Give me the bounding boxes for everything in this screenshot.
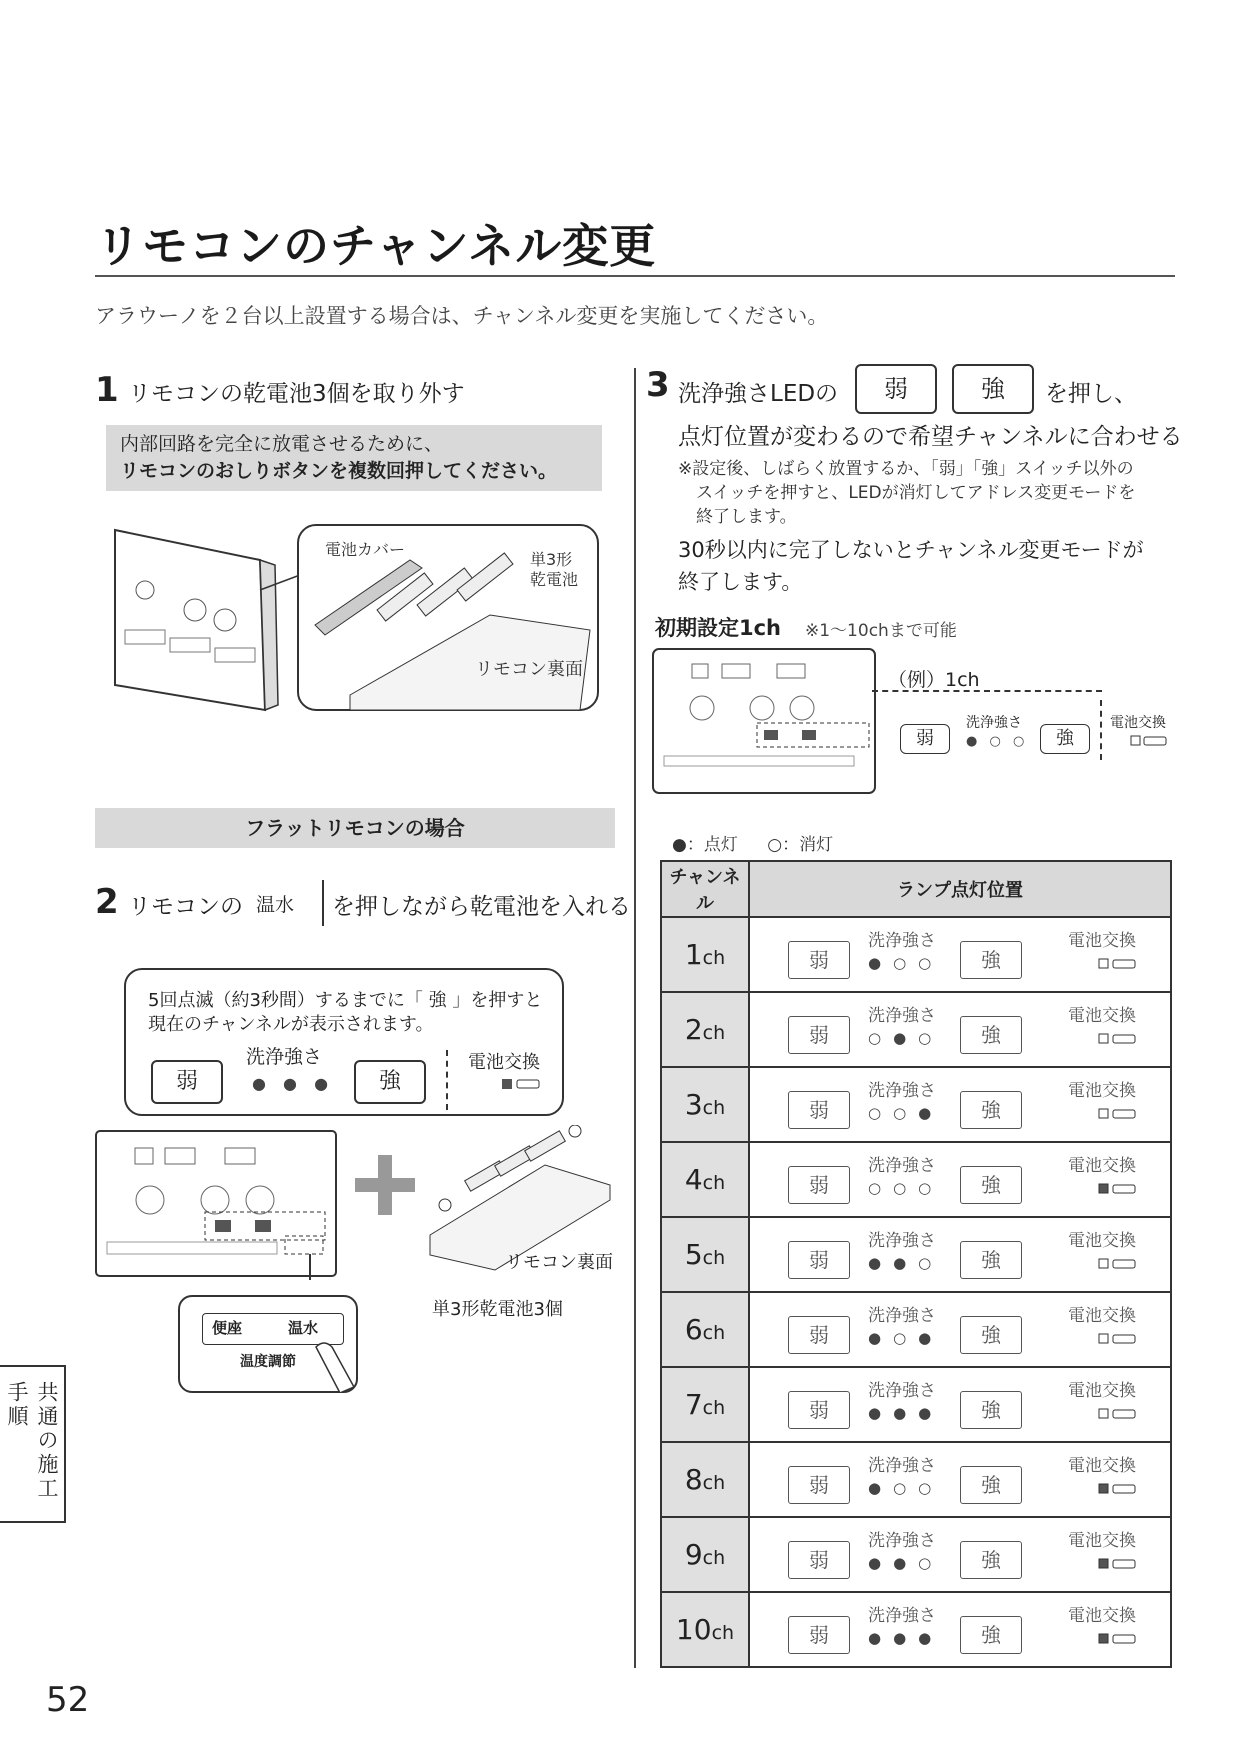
strong-button-label: 強 xyxy=(960,1091,1022,1129)
strong-button-label: 強 xyxy=(960,1616,1022,1654)
channel-unit: ch xyxy=(702,1022,726,1044)
weak-button-label: 弱 xyxy=(788,1541,850,1579)
weak-button-label: 弱 xyxy=(788,941,850,979)
lamp-cell xyxy=(749,1442,1171,1517)
strong-button-label: 強 xyxy=(960,1241,1022,1279)
lamp-display xyxy=(750,1443,1170,1516)
column-divider xyxy=(634,368,636,1668)
battery-indicator-icon xyxy=(1098,1558,1140,1570)
wash-strength-label: 洗浄強さ xyxy=(868,1081,936,1101)
callout-weak-key: 弱 xyxy=(151,1060,223,1104)
callout-battery-label: 電池交換 xyxy=(468,1052,540,1073)
channel-cell xyxy=(661,1367,749,1442)
step3-weak-key: 弱 xyxy=(855,364,937,414)
step1-number: 1 xyxy=(95,370,119,410)
legend-on: ●：点灯 xyxy=(672,835,738,855)
legend xyxy=(672,830,833,855)
battery-label: 電池交換 xyxy=(1068,1231,1136,1251)
initial-setting-note: ※1〜10chまで可能 xyxy=(805,621,957,641)
battery-indicator-icon xyxy=(1098,1633,1140,1645)
lamp-display xyxy=(750,1218,1170,1291)
battery-indicator-icon xyxy=(1098,1258,1140,1270)
table-row xyxy=(661,1592,1171,1667)
example-battery-icon xyxy=(1130,735,1170,747)
battery-label: 電池交換 xyxy=(1068,1606,1136,1626)
battery-label: 電池交換 xyxy=(1068,1006,1136,1026)
step2-number: 2 xyxy=(95,882,119,922)
step2-text-before: リモコンの xyxy=(128,894,243,920)
wash-strength-label: 洗浄強さ xyxy=(868,1156,936,1176)
example-strong-key: 強 xyxy=(1040,724,1090,754)
channel-unit: ch xyxy=(702,1097,726,1119)
wash-strength-label: 洗浄強さ xyxy=(868,1231,936,1251)
side-tab-label: 共通の施工手順 xyxy=(5,1381,59,1501)
step2-battery-caption: 単3形乾電池3個 xyxy=(432,1299,563,1320)
table-row xyxy=(661,1517,1171,1592)
remote-back-label: リモコン裏面 xyxy=(475,659,583,680)
zoom-callout xyxy=(178,1295,358,1393)
title-divider xyxy=(95,275,1175,277)
wash-led-dots: ●●● xyxy=(868,1629,944,1647)
channel-number: 3 xyxy=(684,1088,703,1121)
table-row xyxy=(661,992,1171,1067)
battery-indicator-icon xyxy=(1098,1033,1140,1045)
battery-name-label: 乾電池 xyxy=(530,570,579,589)
step1-note-line1: 内部回路を完全に放電させるために、 xyxy=(120,433,444,455)
step1-note-line2: リモコンのおしりボタンを複数回押してください。 xyxy=(120,460,558,482)
wash-strength-label: 洗浄強さ xyxy=(868,1531,936,1551)
channel-unit: ch xyxy=(702,1397,726,1419)
weak-button-label: 弱 xyxy=(788,1091,850,1129)
step3-note-line2: スイッチを押すと、LEDが消灯してアドレス変更モードを xyxy=(696,483,1136,503)
section-side-tab xyxy=(0,1365,66,1523)
battery-cover-label: 電池カバー xyxy=(325,540,406,559)
wash-led-dots: ●○○ xyxy=(868,954,944,972)
step3-warning-line2: 終了します。 xyxy=(678,570,803,594)
callout-wash-label: 洗浄強さ xyxy=(246,1046,323,1068)
channel-cell xyxy=(661,992,749,1067)
step3-note-line3: 終了します。 xyxy=(696,507,797,527)
battery-label: 電池交換 xyxy=(1068,1156,1136,1176)
lamp-display xyxy=(750,993,1170,1066)
wash-led-dots: ●○● xyxy=(868,1329,944,1347)
channel-number: 1 xyxy=(684,938,703,971)
channel-number: 8 xyxy=(684,1463,703,1496)
zoom-seat-label: 便座 xyxy=(212,1319,243,1337)
lamp-display xyxy=(750,1293,1170,1366)
callout-dots: ● ● ● xyxy=(252,1074,335,1093)
channel-unit: ch xyxy=(702,1322,726,1344)
zoom-temp-label: 温度調節 xyxy=(240,1354,296,1370)
table-row xyxy=(661,1442,1171,1517)
wash-led-dots: ○●○ xyxy=(868,1029,944,1047)
lamp-display xyxy=(750,918,1170,991)
battery-label: 電池交換 xyxy=(1068,1081,1136,1101)
step3-warning xyxy=(678,534,1144,598)
weak-button-label: 弱 xyxy=(788,1391,850,1429)
table-row xyxy=(661,917,1171,992)
example-wash-label: 洗浄強さ xyxy=(966,715,1022,731)
lamp-cell xyxy=(749,917,1171,992)
strong-button-label: 強 xyxy=(960,941,1022,979)
remote-front-drawing xyxy=(115,530,278,710)
strong-button-label: 強 xyxy=(960,1391,1022,1429)
example-label: （例）1ch xyxy=(888,669,980,691)
channel-cell xyxy=(661,1142,749,1217)
wash-strength-label: 洗浄強さ xyxy=(868,931,936,951)
battery-indicator-icon xyxy=(1098,1483,1140,1495)
step3-number: 3 xyxy=(646,365,670,405)
lamp-cell xyxy=(749,1067,1171,1142)
wash-strength-label: 洗浄強さ xyxy=(868,1456,936,1476)
step1-text: リモコンの乾電池3個を取り外す xyxy=(128,381,465,407)
channel-display-callout xyxy=(124,968,564,1116)
strong-button-label: 強 xyxy=(960,1316,1022,1354)
battery-label: 電池交換 xyxy=(1068,1381,1136,1401)
col-channel-header: チャンネル xyxy=(661,861,749,917)
channel-cell xyxy=(661,1217,749,1292)
channel-number: 10 xyxy=(675,1613,712,1646)
step3-strong-key: 強 xyxy=(952,364,1034,414)
step3-warning-line1: 30秒以内に完了しないとチャンネル変更モードが xyxy=(678,538,1144,562)
channel-cell xyxy=(661,1067,749,1142)
strong-button-label: 強 xyxy=(960,1541,1022,1579)
channel-number: 5 xyxy=(684,1238,703,1271)
finger-icon xyxy=(310,1337,360,1393)
channel-unit: ch xyxy=(702,1172,726,1194)
table-row xyxy=(661,1142,1171,1217)
strong-button-label: 強 xyxy=(960,1466,1022,1504)
channel-number: 7 xyxy=(684,1388,703,1421)
channel-unit: ch xyxy=(702,1247,726,1269)
lamp-display xyxy=(750,1593,1170,1666)
weak-button-label: 弱 xyxy=(788,1466,850,1504)
legend-off: ○：消灯 xyxy=(767,835,834,855)
battery-indicator-icon xyxy=(1098,958,1140,970)
wash-strength-label: 洗浄強さ xyxy=(868,1381,936,1401)
step3-note xyxy=(678,457,1135,529)
battery-label: 電池交換 xyxy=(1068,1456,1136,1476)
weak-button-label: 弱 xyxy=(788,1016,850,1054)
channel-unit: ch xyxy=(711,1622,735,1644)
step3-text-c: 点灯位置が変わるので希望チャンネルに合わせる xyxy=(678,424,1183,450)
wash-strength-label: 洗浄強さ xyxy=(868,1606,936,1626)
page-title: リモコンのチャンネル変更 xyxy=(95,219,657,273)
lamp-cell xyxy=(749,1292,1171,1367)
strong-button-label: 強 xyxy=(960,1166,1022,1204)
wash-led-dots: ○○○ xyxy=(868,1179,944,1197)
example-remote-drawing xyxy=(652,648,878,796)
callout-line2: 現在のチャンネルが表示されます。 xyxy=(148,1014,434,1035)
battery-indicator-icon xyxy=(1098,1333,1140,1345)
flat-remote-header: フラットリモコンの場合 xyxy=(95,808,615,848)
channel-unit: ch xyxy=(702,947,726,969)
wash-strength-label: 洗浄強さ xyxy=(868,1306,936,1326)
lamp-display xyxy=(750,1068,1170,1141)
lamp-display xyxy=(750,1368,1170,1441)
wash-led-dots: ●○○ xyxy=(868,1479,944,1497)
callout-divider xyxy=(446,1050,448,1110)
wash-led-dots: ●●○ xyxy=(868,1554,944,1572)
lamp-cell xyxy=(749,1367,1171,1442)
step2-back-label: リモコン裏面 xyxy=(505,1252,613,1273)
table-row xyxy=(661,1067,1171,1142)
channel-unit: ch xyxy=(702,1547,726,1569)
lamp-cell xyxy=(749,1217,1171,1292)
channel-cell xyxy=(661,1292,749,1367)
example-weak-key: 弱 xyxy=(900,724,950,754)
lamp-cell xyxy=(749,1517,1171,1592)
col-lamp-header: ランプ点灯位置 xyxy=(749,861,1171,917)
flat-remote-drawing xyxy=(95,1130,340,1280)
strong-button-label: 強 xyxy=(960,1016,1022,1054)
battery-indicator-icon xyxy=(1098,1408,1140,1420)
wash-strength-label: 洗浄強さ xyxy=(868,1006,936,1026)
lamp-cell xyxy=(749,992,1171,1067)
channel-cell xyxy=(661,1517,749,1592)
step1-illustration xyxy=(110,520,620,720)
zoom-water-label: 温水 xyxy=(288,1319,319,1337)
warm-water-key xyxy=(242,880,324,926)
lamp-display xyxy=(750,1143,1170,1216)
channel-cell xyxy=(661,1442,749,1517)
lamp-cell xyxy=(749,1142,1171,1217)
battery-indicator-icon xyxy=(1098,1183,1140,1195)
battery-type-label: 単3形 xyxy=(530,550,573,569)
battery-indicator-icon xyxy=(1098,1108,1140,1120)
step1-note xyxy=(106,425,602,491)
channel-cell xyxy=(661,917,749,992)
battery-label: 電池交換 xyxy=(1068,1306,1136,1326)
weak-button-label: 弱 xyxy=(788,1316,850,1354)
initial-setting: 初期設定1ch xyxy=(655,616,782,640)
channel-number: 9 xyxy=(684,1538,703,1571)
step3-text-a: 洗浄強さLEDの xyxy=(678,381,839,407)
battery-label: 電池交換 xyxy=(1068,931,1136,951)
channel-number: 4 xyxy=(684,1163,703,1196)
channel-cell xyxy=(661,1592,749,1667)
table-row xyxy=(661,1292,1171,1367)
battery-label: 電池交換 xyxy=(1068,1531,1136,1551)
channel-unit: ch xyxy=(702,1472,726,1494)
table-row xyxy=(661,1217,1171,1292)
example-divider xyxy=(1100,700,1102,760)
step2-text-after: を押しながら乾電池を入れる xyxy=(332,894,631,920)
weak-button-label: 弱 xyxy=(788,1616,850,1654)
page-number: 52 xyxy=(46,1680,90,1720)
channel-table xyxy=(660,860,1172,1668)
weak-button-label: 弱 xyxy=(788,1241,850,1279)
channel-number: 2 xyxy=(684,1013,703,1046)
intro-text: アラウーノを２台以上設置する場合は、チャンネル変更を実施してください。 xyxy=(95,304,829,328)
wash-led-dots: ●●○ xyxy=(868,1254,944,1272)
callout-strong-key: 強 xyxy=(354,1060,426,1104)
example-dots: ● ○ ○ xyxy=(966,734,1029,749)
lamp-cell xyxy=(749,1592,1171,1667)
plus-vertical xyxy=(378,1155,392,1215)
step3-text-b: を押し、 xyxy=(1045,381,1137,407)
callout-line1: 5回点滅（約3秒間）するまでに「 強 」を押すと xyxy=(148,990,543,1011)
step3-note-line1: ※設定後、しばらく放置するか、「弱」「強」スイッチ以外の xyxy=(678,459,1134,479)
wash-led-dots: ○○● xyxy=(868,1104,944,1122)
weak-button-label: 弱 xyxy=(788,1166,850,1204)
channel-number: 6 xyxy=(684,1313,703,1346)
lamp-display xyxy=(750,1518,1170,1591)
warm-water-key-label: 温水 xyxy=(256,894,295,916)
table-row xyxy=(661,1367,1171,1442)
battery-indicator-icon xyxy=(501,1078,543,1090)
example-battery-label: 電池交換 xyxy=(1110,715,1166,731)
wash-led-dots: ●●● xyxy=(868,1404,944,1422)
